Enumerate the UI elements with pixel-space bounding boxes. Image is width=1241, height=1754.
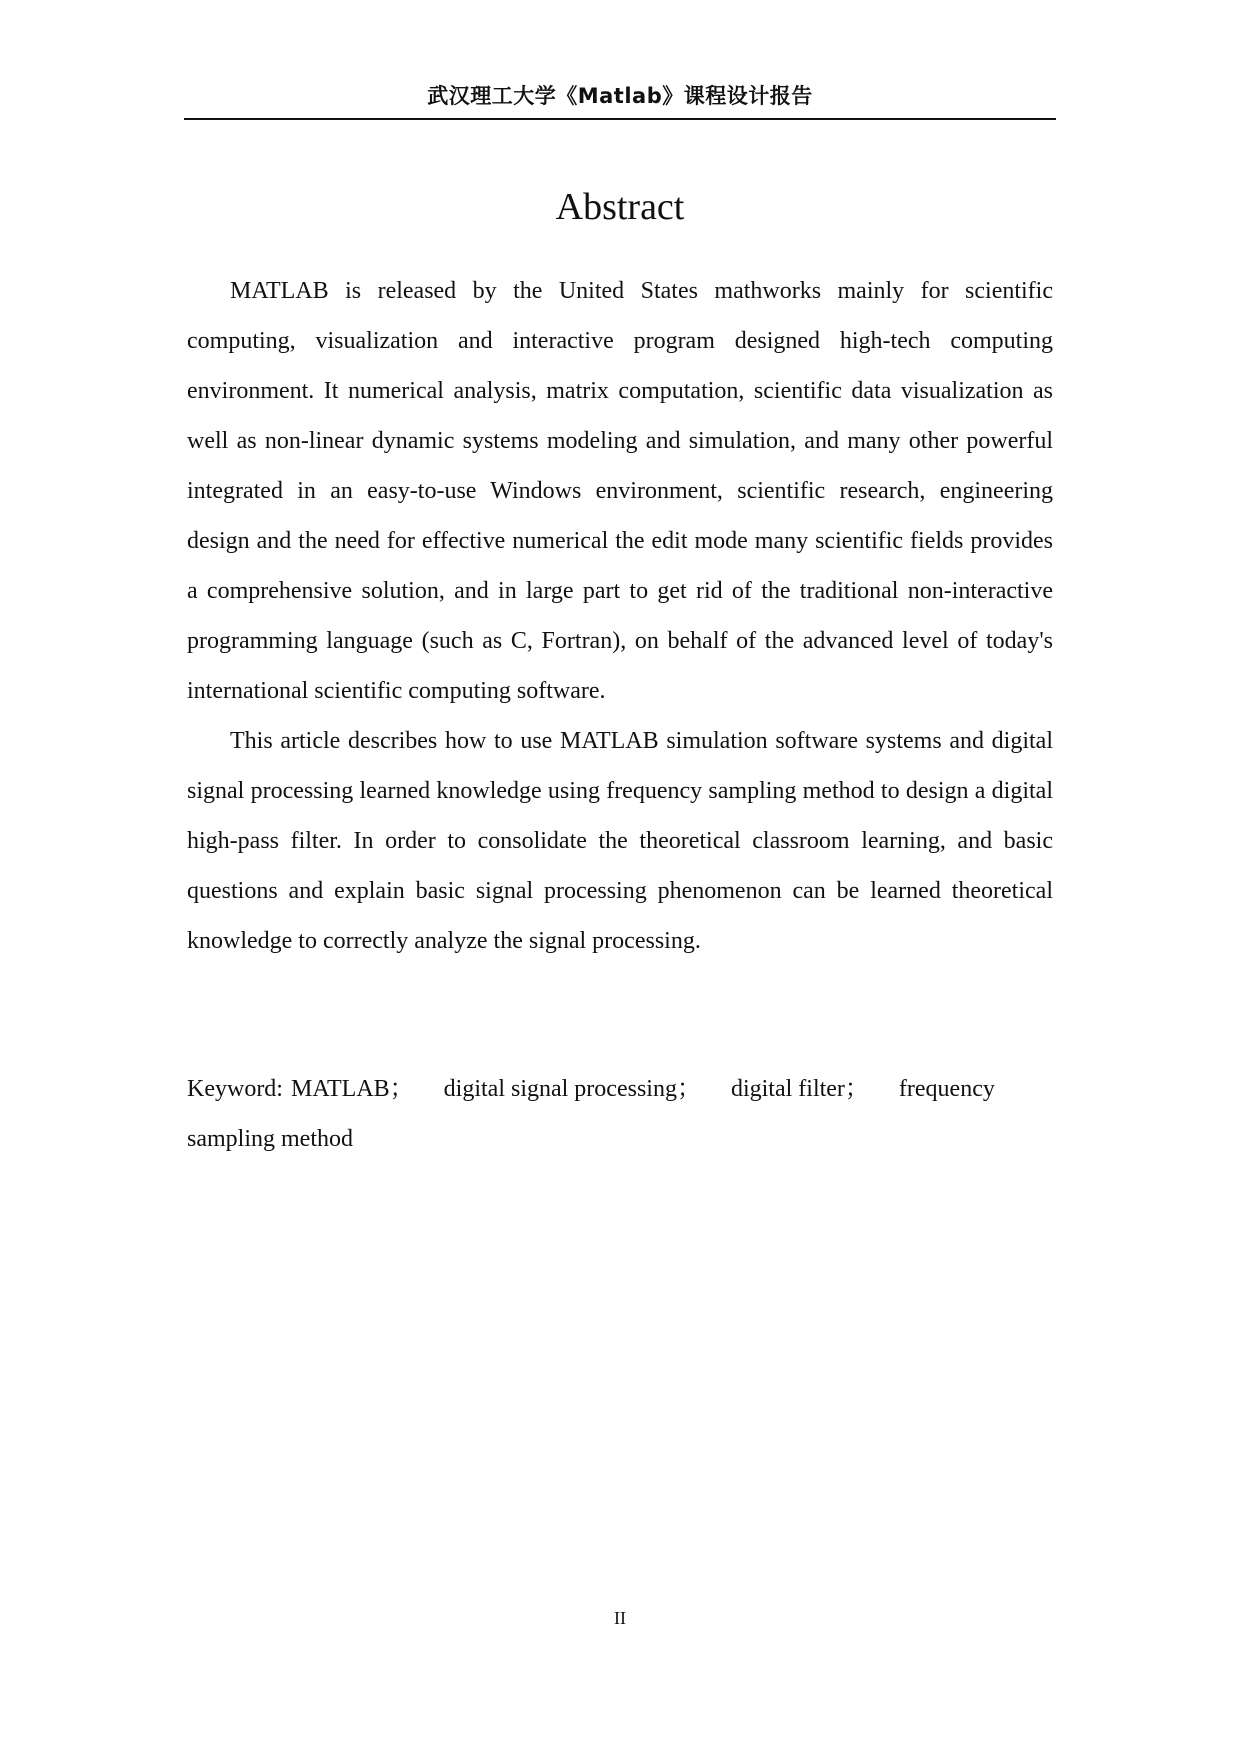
keyword-item: MATLAB； [290, 1076, 414, 1102]
keyword-item: digital signal processing； [443, 1076, 701, 1102]
abstract-body [187, 266, 1053, 966]
page-number: II [614, 1608, 626, 1628]
keyword-item: frequency sampling method [187, 1076, 995, 1152]
abstract-paragraph: MATLAB is released by the United States mathworks mainly for scientific computing, visualization and interactive program designed high-tech computing environment. It numerical analysis, matrix computation, scientific data visualization as well as non-linear dynamic systems modeling and simulation, and many other powerful integrated in an easy-to-use Windows environment, scientific research, engineering design and the need for effective numerical the edit mode many scientific fields provides a comprehensive solution, and in large part to get rid of the traditional non-interactive programming language (such as C, Fortran), on behalf of the advanced level of today's international scientific computing software. [187, 278, 1053, 704]
keyword-item: digital filter； [730, 1076, 869, 1102]
header-text: 武汉理工大学《Matlab》课程设计报告 [427, 84, 813, 108]
page-header [184, 84, 1056, 120]
page-title: Abstract [555, 186, 685, 228]
abstract-paragraph: This article describes how to use MATLAB simulation software systems and digital signal processing learned knowledge using frequency sampling method to design a digital high-pass filter. In order to consolidate the theoretical classroom learning, and basic questions and explain basic signal processing phenomenon can be learned theoretical knowledge to correctly analyze the signal processing. [187, 728, 1053, 954]
keywords-line [187, 1064, 1077, 1164]
keywords-label: Keyword: [187, 1076, 283, 1102]
